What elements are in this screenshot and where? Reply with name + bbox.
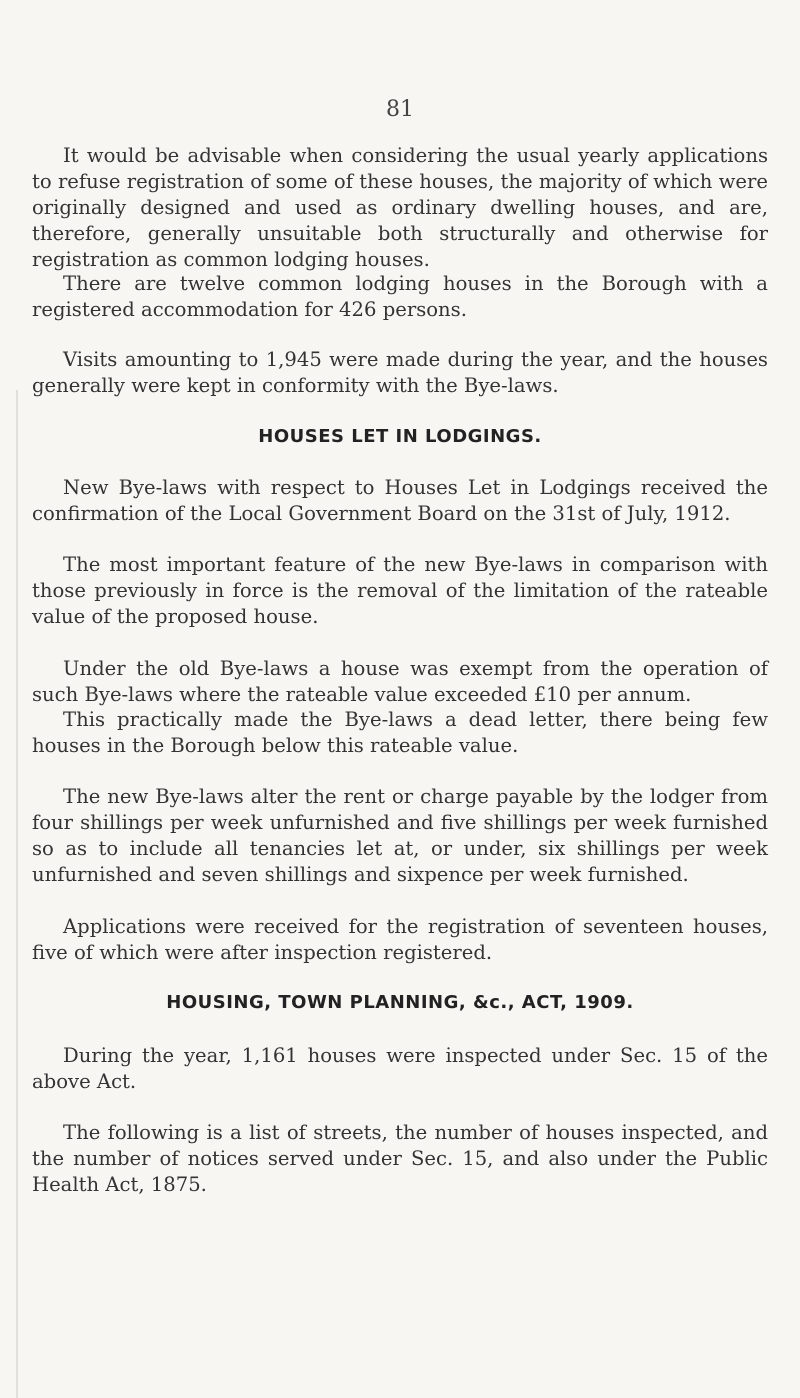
paragraph-new-bye-laws: New Bye-laws with respect to Houses Let in Lodgings received the confirmation of the Local Government Board on the 31st of July, 1912. xyxy=(32,476,768,525)
paragraph-important-feature: The most important feature of the new Bye-laws in comparison with those previously in force is the removal of the limitation of the rateable value of the proposed house. xyxy=(32,553,768,628)
paragraph-applications: Applications were received for the registration of seventeen houses, five of which were after inspection registered. xyxy=(32,915,768,964)
heading-houses-let-in-lodgings: HOUSES LET IN LODGINGS. xyxy=(258,426,542,447)
paragraph-common-lodging-count: There are twelve common lodging houses in the Borough with a registered accommodation for 426 persons. xyxy=(32,272,768,321)
page-number: 81 xyxy=(386,97,414,122)
paragraph-visits: Visits amounting to 1,945 were made during the year, and the houses generally were kept in conformity with the Bye-laws. xyxy=(32,348,768,397)
paragraph-list-of-streets: The following is a list of streets, the number of houses inspected, and the number of notices served under Sec. 15, and also under the Public Health Act, 1875. xyxy=(32,1121,768,1196)
left-margin-shadow xyxy=(16,390,18,1398)
paragraph-houses-inspected: During the year, 1,161 houses were inspected under Sec. 15 of the above Act. xyxy=(32,1044,768,1093)
heading-housing-town-planning-act: HOUSING, TOWN PLANNING, &c., ACT, 1909. xyxy=(166,992,634,1013)
paragraph-dead-letter: This practically made the Bye-laws a dead letter, there being few houses in the Borough below this rateable value. xyxy=(32,708,768,757)
paragraph-old-bye-laws: Under the old Bye-laws a house was exempt from the operation of such Bye-laws where the rateable value exceeded £10 per annum. xyxy=(32,657,768,706)
paragraph-registration-advice: It would be advisable when considering the usual yearly applications to refuse registration of some of these houses, the majority of which were originally designed and used as ordinary dwelling houses, and are, therefore, generally unsuitable both structurally and otherwise for registration as common lodging houses. xyxy=(32,144,768,271)
paragraph-rent-charge: The new Bye-laws alter the rent or charge payable by the lodger from four shillings per week unfurnished and five shillings per week furnished so as to include all tenancies let at, or under, six shillings per week unfurnished and seven shillings and sixpence per week furnished. xyxy=(32,785,768,886)
